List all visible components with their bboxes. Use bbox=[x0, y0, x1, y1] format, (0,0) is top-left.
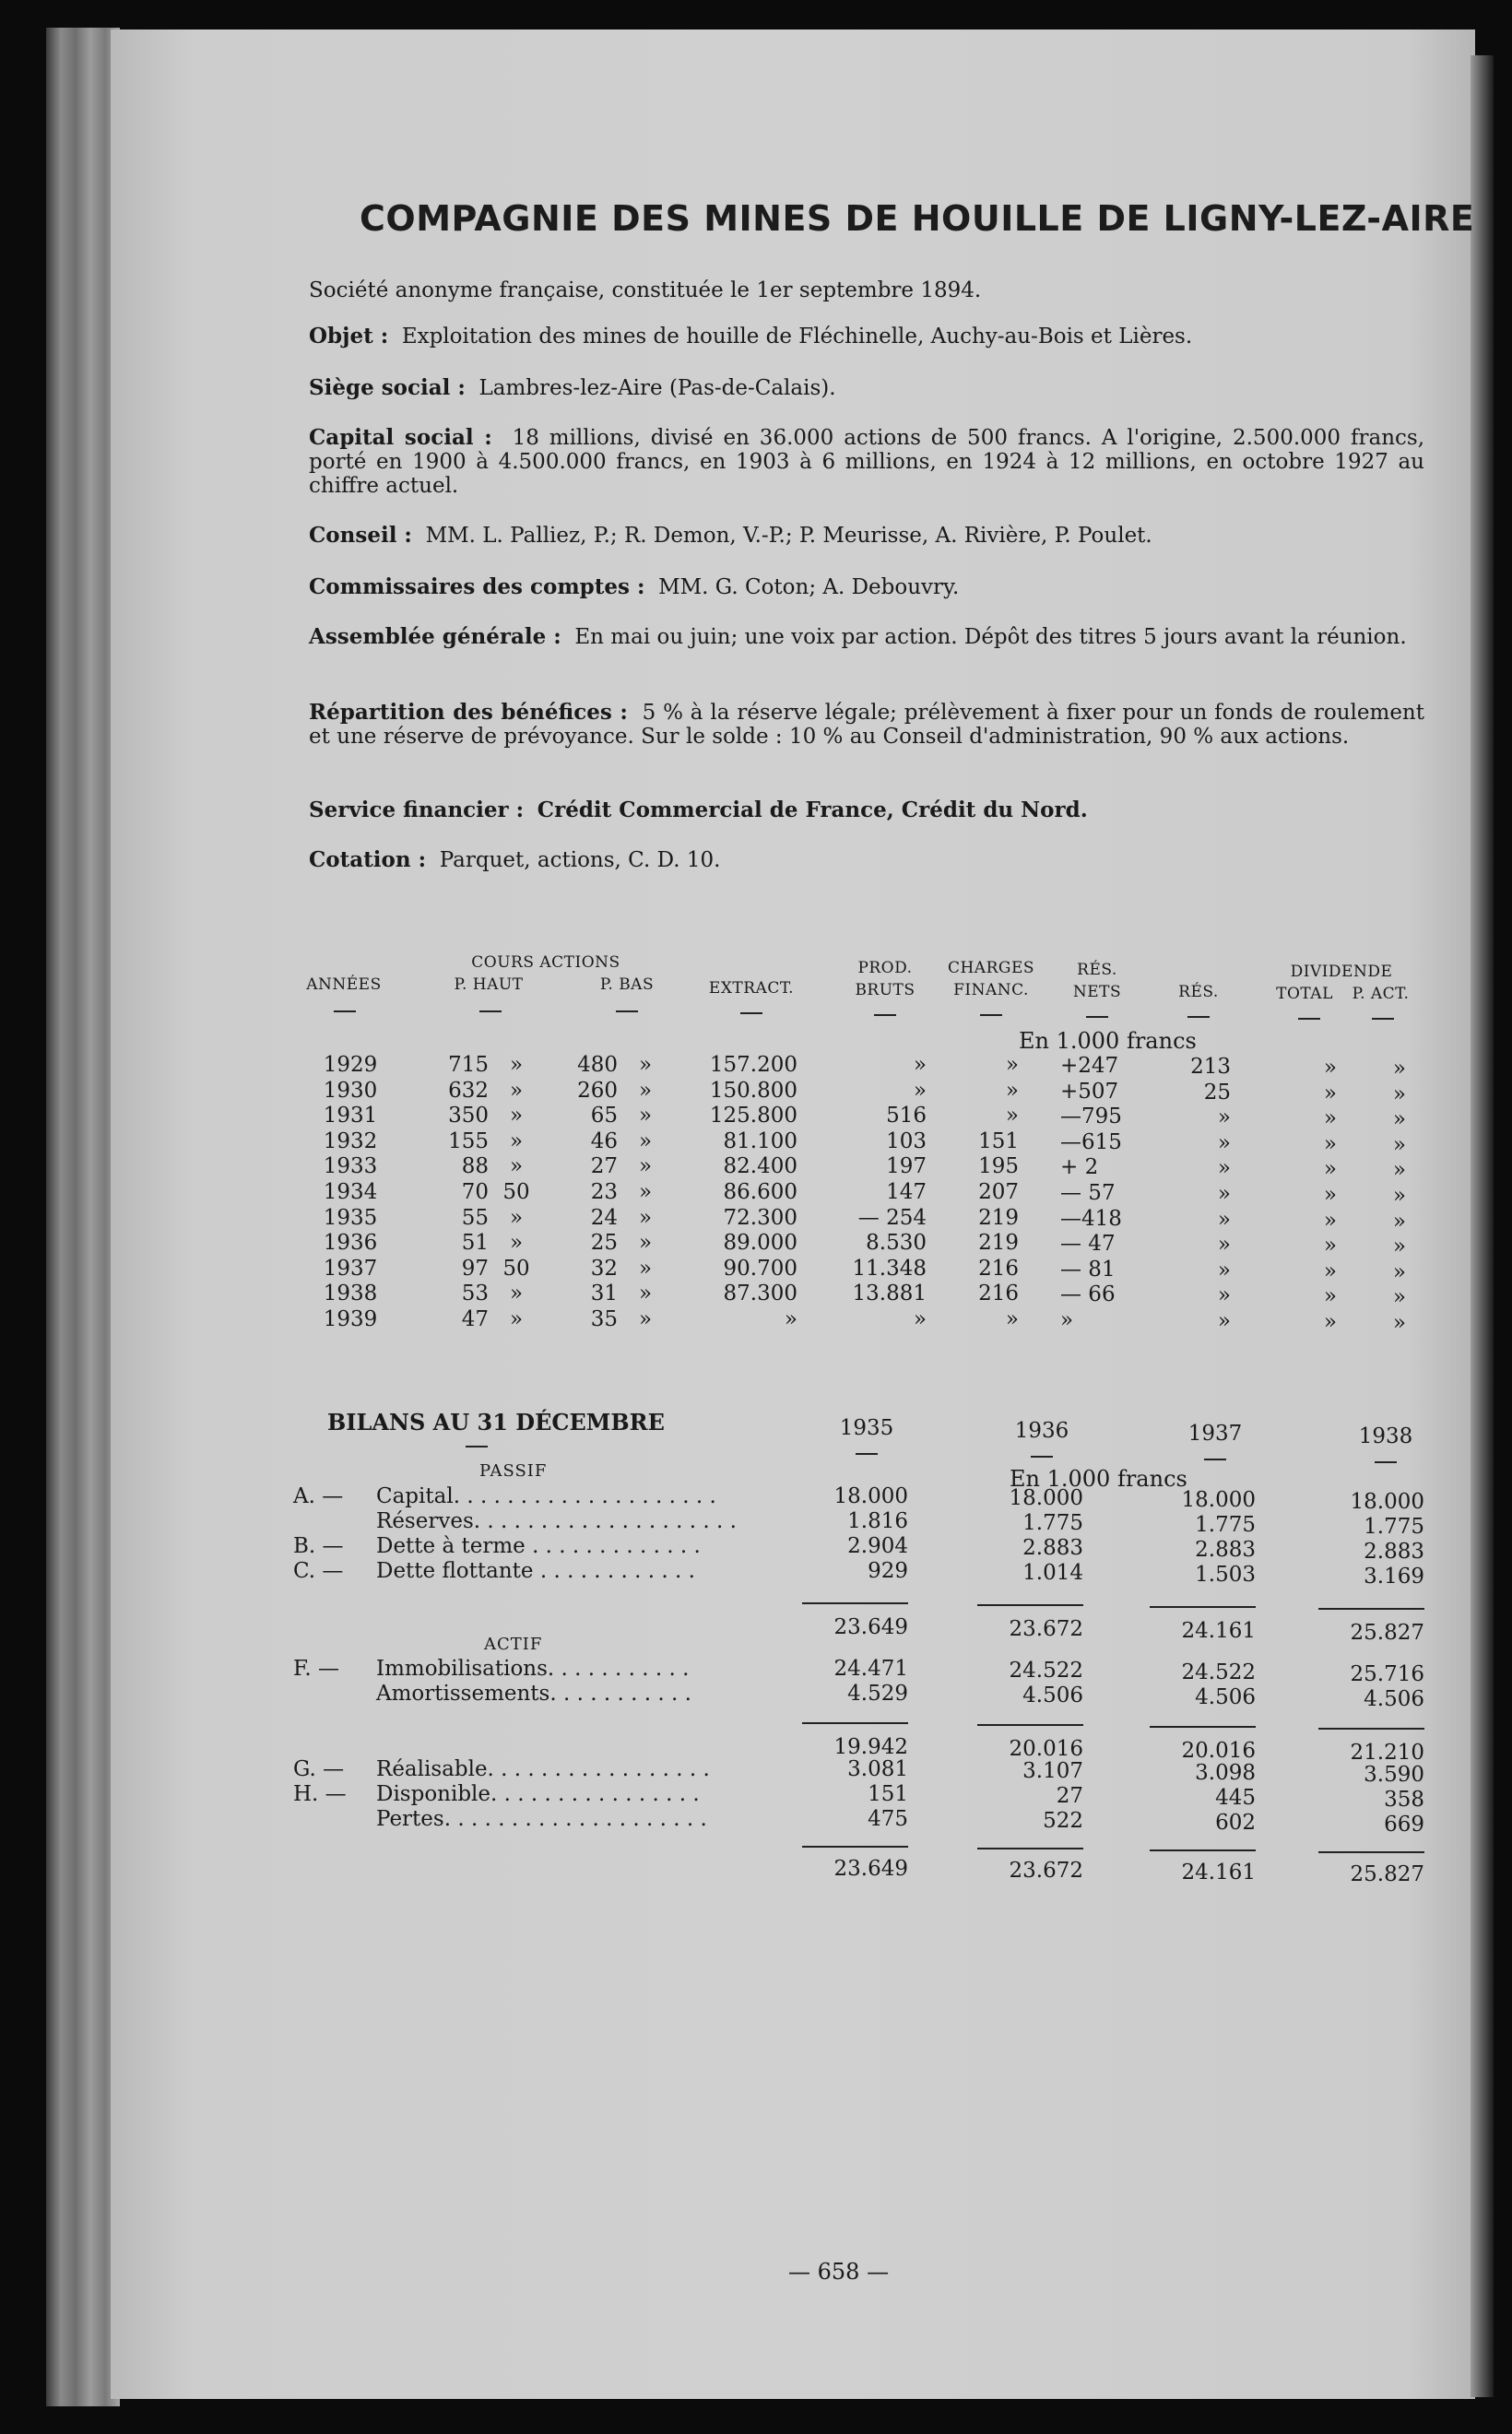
bilan-year-dash bbox=[1031, 1456, 1053, 1458]
bilan-row-label: Dette flottante . . . . . . . . . . . . bbox=[376, 1559, 695, 1583]
cell-pact: » bbox=[1392, 1235, 1406, 1258]
cell-bas-q: » bbox=[638, 1129, 653, 1153]
cell-extract: 72.300 bbox=[723, 1206, 797, 1230]
bilan-value: 151 bbox=[868, 1782, 908, 1806]
header-dash bbox=[980, 1014, 1002, 1016]
bilan-row-label: Immobilisations. . . . . . . . . . . bbox=[376, 1657, 690, 1681]
cell-haut: 715 bbox=[448, 1053, 489, 1077]
cell-total: » bbox=[1323, 1234, 1337, 1258]
header-dash bbox=[740, 1012, 762, 1014]
cell-prod: 8.530 bbox=[866, 1231, 927, 1255]
cell-extract: 87.300 bbox=[723, 1282, 797, 1306]
bilan-year-dash bbox=[1375, 1461, 1397, 1463]
assemblee-text: En mai ou juin; une voix par action. Dépôt des titres 5 jours avant la réunion. bbox=[574, 625, 1407, 649]
bilan-value: 2.883 bbox=[1364, 1540, 1424, 1564]
bilan-subtotal: 20.016 bbox=[1009, 1737, 1083, 1761]
bilan-value: 18.000 bbox=[833, 1484, 908, 1508]
cell-nets: +507 bbox=[1060, 1080, 1119, 1104]
sum-rule bbox=[802, 1846, 908, 1848]
conseil bbox=[309, 524, 1424, 548]
cell-charges: » bbox=[1005, 1053, 1019, 1077]
cell-charges: 216 bbox=[978, 1282, 1019, 1306]
header-cours-actions: COURS ACTIONS bbox=[471, 953, 620, 972]
sum-rule bbox=[977, 1724, 1083, 1726]
bilan-value: 1.816 bbox=[847, 1509, 908, 1533]
service-text: Crédit Commercial de France, Crédit du Nord. bbox=[537, 798, 1088, 822]
cell-pact: » bbox=[1392, 1057, 1406, 1081]
cell-annee: 1937 bbox=[323, 1257, 378, 1281]
header-p-bas: P. BAS bbox=[599, 975, 655, 994]
cell-bas-q: » bbox=[638, 1154, 653, 1178]
sum-rule bbox=[1150, 1726, 1256, 1728]
cell-bas-q: » bbox=[638, 1257, 653, 1281]
cell-charges: 216 bbox=[978, 1257, 1019, 1281]
bilan-row-label: Réalisable. . . . . . . . . . . . . . . . . bbox=[376, 1757, 710, 1781]
cell-bas: 24 bbox=[590, 1206, 618, 1230]
sum-rule bbox=[1150, 1606, 1256, 1608]
cell-haut: 632 bbox=[448, 1079, 489, 1103]
cell-haut-q: » bbox=[509, 1079, 524, 1103]
sum-rule bbox=[1318, 1728, 1424, 1730]
cell-haut-q: 50 bbox=[502, 1257, 530, 1281]
bilan-year-dash bbox=[856, 1453, 878, 1455]
bilan-year: 1935 bbox=[839, 1416, 894, 1440]
cell-haut-q: » bbox=[509, 1154, 524, 1178]
page-number: — 658 — bbox=[788, 2259, 890, 2285]
repartition bbox=[309, 701, 1424, 749]
bilan-value: 3.081 bbox=[847, 1757, 908, 1781]
sum-rule bbox=[977, 1848, 1083, 1849]
bilan-value: 4.506 bbox=[1022, 1684, 1083, 1707]
cell-extract: 125.800 bbox=[709, 1104, 797, 1128]
cell-prod: 197 bbox=[886, 1154, 927, 1178]
assemblee-label: Assemblée générale : bbox=[309, 624, 561, 649]
sum-rule bbox=[802, 1722, 908, 1724]
cell-bas: 35 bbox=[590, 1307, 618, 1331]
bilan-value: 3.590 bbox=[1364, 1763, 1424, 1787]
cell-annee: 1929 bbox=[323, 1053, 378, 1077]
bilan-row-label: Pertes. . . . . . . . . . . . . . . . . . . . bbox=[376, 1807, 707, 1831]
cell-charges: 151 bbox=[978, 1129, 1019, 1153]
siege-label: Siège social : bbox=[309, 375, 466, 400]
page-edge bbox=[1471, 55, 1494, 2397]
service-label: Service financier : bbox=[309, 798, 525, 822]
page-title: COMPAGNIE DES MINES DE HOUILLE DE LIGNY-LEZ-AIRE bbox=[360, 198, 1475, 239]
bilan-value: 475 bbox=[868, 1807, 908, 1831]
bilan-total: 24.161 bbox=[1181, 1861, 1256, 1885]
bilan-year-dash bbox=[1204, 1459, 1226, 1460]
cell-pact: » bbox=[1392, 1311, 1406, 1335]
bilan-value: 4.506 bbox=[1364, 1687, 1424, 1711]
bilan-row-prefix: B. — bbox=[293, 1534, 344, 1558]
cell-haut-q: » bbox=[509, 1104, 524, 1128]
objet bbox=[309, 325, 1424, 349]
bilan-value: 3.098 bbox=[1195, 1761, 1256, 1785]
cell-charges: 207 bbox=[978, 1180, 1019, 1204]
cell-haut: 88 bbox=[461, 1154, 489, 1178]
capital bbox=[309, 426, 1424, 498]
cell-annee: 1931 bbox=[323, 1104, 378, 1128]
cell-prod: » bbox=[913, 1307, 927, 1331]
cell-haut-q: » bbox=[509, 1231, 524, 1255]
header-dash bbox=[1187, 1016, 1210, 1018]
cell-pact: » bbox=[1392, 1082, 1406, 1106]
cell-annee: 1930 bbox=[323, 1079, 378, 1103]
cell-extract: 81.100 bbox=[723, 1129, 797, 1153]
header-res2: RÉS. bbox=[1178, 983, 1219, 1001]
cell-haut: 53 bbox=[461, 1282, 489, 1306]
cell-extract: 150.800 bbox=[709, 1079, 797, 1103]
cell-total: » bbox=[1323, 1132, 1337, 1156]
sum-rule bbox=[1150, 1849, 1256, 1851]
cell-total: » bbox=[1323, 1157, 1337, 1181]
bilan-value: 1.014 bbox=[1022, 1561, 1083, 1585]
bilan-value: 2.883 bbox=[1195, 1538, 1256, 1562]
cell-prod: 13.881 bbox=[852, 1282, 927, 1306]
cell-prod: 11.348 bbox=[852, 1257, 927, 1281]
bilan-value: 4.529 bbox=[847, 1682, 908, 1706]
header-extract: EXTRACT. bbox=[708, 979, 795, 998]
cell-annee: 1934 bbox=[323, 1180, 378, 1204]
bilan-value: 2.904 bbox=[847, 1534, 908, 1558]
bilan-value: 1.775 bbox=[1195, 1513, 1256, 1537]
cell-res: » bbox=[1217, 1233, 1231, 1257]
siege-text: Lambres-lez-Aire (Pas-de-Calais). bbox=[478, 376, 836, 400]
bilan-subtotal: 19.942 bbox=[833, 1735, 908, 1759]
bilan-value: 27 bbox=[1056, 1784, 1083, 1808]
bilan-total: 24.161 bbox=[1181, 1619, 1256, 1643]
cell-annee: 1938 bbox=[323, 1282, 378, 1306]
cell-charges: 195 bbox=[978, 1154, 1019, 1178]
bilan-value: 522 bbox=[1043, 1809, 1083, 1833]
cell-res: 213 bbox=[1190, 1055, 1231, 1079]
cotation bbox=[309, 848, 1424, 872]
cell-nets: » bbox=[1060, 1308, 1074, 1332]
cell-total: » bbox=[1323, 1284, 1337, 1308]
sum-rule bbox=[1318, 1851, 1424, 1853]
bilan-row-prefix: F. — bbox=[293, 1657, 339, 1681]
cell-prod: 103 bbox=[886, 1129, 927, 1153]
cell-annee: 1935 bbox=[323, 1206, 378, 1230]
bilan-total: 23.672 bbox=[1009, 1617, 1083, 1641]
bilan-value: 24.471 bbox=[833, 1657, 908, 1681]
bilan-value: 3.169 bbox=[1364, 1565, 1424, 1589]
bilan-row-label: Capital. . . . . . . . . . . . . . . . . . . . bbox=[376, 1484, 716, 1508]
sum-rule bbox=[1318, 1608, 1424, 1610]
cell-pact: » bbox=[1392, 1210, 1406, 1234]
bilan-total: 23.649 bbox=[833, 1615, 908, 1639]
capital-label: Capital social : bbox=[309, 425, 492, 450]
header-dash bbox=[874, 1014, 896, 1016]
cell-res: » bbox=[1217, 1156, 1231, 1180]
cell-extract: 86.600 bbox=[723, 1180, 797, 1204]
cell-res: » bbox=[1217, 1131, 1231, 1155]
cell-nets: +247 bbox=[1060, 1054, 1119, 1078]
header-dash bbox=[1298, 1018, 1320, 1020]
bilan-total: 25.827 bbox=[1350, 1621, 1424, 1645]
bilan-total: 23.649 bbox=[833, 1857, 908, 1881]
cotation-label: Cotation : bbox=[309, 847, 427, 872]
bilan-subtotal: 21.210 bbox=[1350, 1741, 1424, 1765]
cell-haut: 155 bbox=[448, 1129, 489, 1153]
bilans-title-dash bbox=[466, 1446, 488, 1447]
bilan-row-label: Disponible. . . . . . . . . . . . . . . . bbox=[376, 1782, 700, 1806]
header-dash bbox=[1086, 1016, 1108, 1018]
cell-res: » bbox=[1217, 1283, 1231, 1307]
cell-haut-q: » bbox=[509, 1053, 524, 1077]
sum-rule bbox=[977, 1604, 1083, 1606]
bilan-value: 1.775 bbox=[1364, 1515, 1424, 1539]
cell-extract: 89.000 bbox=[723, 1231, 797, 1255]
bilan-row-prefix: A. — bbox=[293, 1484, 344, 1508]
bilan-value: 24.522 bbox=[1009, 1659, 1083, 1683]
cell-nets: —615 bbox=[1060, 1130, 1122, 1154]
header-dash bbox=[1372, 1018, 1394, 1020]
cell-bas: 25 bbox=[590, 1231, 618, 1255]
assemblee bbox=[309, 625, 1424, 649]
cell-total: » bbox=[1323, 1209, 1337, 1233]
cell-bas: 23 bbox=[590, 1180, 618, 1204]
bilan-value: 24.522 bbox=[1181, 1660, 1256, 1684]
cell-prod: 147 bbox=[886, 1180, 927, 1204]
cell-bas-q: » bbox=[638, 1053, 653, 1077]
objet-text: Exploitation des mines de houille de Fléchinelle, Auchy-au-Bois et Lières. bbox=[401, 325, 1193, 349]
cell-bas-q: » bbox=[638, 1282, 653, 1306]
cell-haut-q: » bbox=[509, 1282, 524, 1306]
cell-total: » bbox=[1323, 1056, 1337, 1080]
cell-res: » bbox=[1217, 1182, 1231, 1206]
header-dividende: DIVIDENDE bbox=[1290, 963, 1393, 981]
bilan-value: 18.000 bbox=[1181, 1488, 1256, 1512]
bilan-value: 669 bbox=[1384, 1813, 1424, 1837]
bilan-row-label: Dette à terme . . . . . . . . . . . . . bbox=[376, 1534, 701, 1558]
header-dash bbox=[616, 1010, 638, 1012]
cell-bas-q: » bbox=[638, 1206, 653, 1230]
cell-haut: 97 bbox=[461, 1257, 489, 1281]
cell-charges: » bbox=[1005, 1104, 1019, 1128]
bilan-value: 18.000 bbox=[1350, 1490, 1424, 1514]
bilan-value: 2.883 bbox=[1022, 1536, 1083, 1560]
cell-nets: — 66 bbox=[1060, 1282, 1116, 1306]
bilan-value: 3.107 bbox=[1022, 1759, 1083, 1783]
bilan-value: 4.506 bbox=[1195, 1685, 1256, 1709]
bilan-value: 602 bbox=[1215, 1811, 1256, 1835]
bilan-total: 25.827 bbox=[1350, 1862, 1424, 1886]
cell-res: » bbox=[1217, 1309, 1231, 1333]
cell-total: » bbox=[1323, 1183, 1337, 1207]
cell-bas-q: » bbox=[638, 1307, 653, 1331]
cell-annee: 1932 bbox=[323, 1129, 378, 1153]
cell-prod: » bbox=[913, 1053, 927, 1077]
cell-bas-q: » bbox=[638, 1180, 653, 1204]
cell-total: » bbox=[1323, 1310, 1337, 1334]
cell-pact: » bbox=[1392, 1158, 1406, 1182]
bilan-row-label: Réserves. . . . . . . . . . . . . . . . . . . . bbox=[376, 1509, 737, 1533]
cell-nets: —418 bbox=[1060, 1207, 1122, 1231]
cell-charges: » bbox=[1005, 1307, 1019, 1331]
bilan-row-label: Amortissements. . . . . . . . . . . bbox=[376, 1682, 691, 1706]
cell-nets: — 81 bbox=[1060, 1258, 1116, 1282]
bilan-year: 1937 bbox=[1187, 1422, 1243, 1446]
cell-haut-q: » bbox=[509, 1307, 524, 1331]
bilans-title: BILANS AU 31 DÉCEMBRE bbox=[327, 1409, 665, 1436]
header-dash bbox=[334, 1010, 356, 1012]
cell-extract: 157.200 bbox=[709, 1053, 797, 1077]
cell-bas: 260 bbox=[577, 1079, 618, 1103]
cell-bas: 32 bbox=[590, 1257, 618, 1281]
book-spine bbox=[46, 28, 120, 2406]
header-prod: PROD. bbox=[857, 959, 913, 977]
cell-annee: 1939 bbox=[323, 1307, 378, 1331]
bilan-subtotal: 20.016 bbox=[1181, 1739, 1256, 1763]
cell-bas: 31 bbox=[590, 1282, 618, 1306]
header-nets: NETS bbox=[1072, 983, 1122, 1001]
cell-annee: 1936 bbox=[323, 1231, 378, 1255]
header-charges: CHARGES bbox=[947, 959, 1035, 977]
bilan-value: 25.716 bbox=[1350, 1662, 1424, 1686]
cell-pact: » bbox=[1392, 1260, 1406, 1284]
cell-res: » bbox=[1217, 1258, 1231, 1282]
cell-pact: » bbox=[1392, 1133, 1406, 1157]
cell-haut-q: » bbox=[509, 1129, 524, 1153]
commissaires-text: MM. G. Coton; A. Debouvry. bbox=[658, 575, 960, 599]
cell-bas-q: » bbox=[638, 1104, 653, 1128]
cell-extract: 82.400 bbox=[723, 1154, 797, 1178]
cell-haut: 51 bbox=[461, 1231, 489, 1255]
header-res: RÉS. bbox=[1077, 961, 1117, 979]
cell-charges: 219 bbox=[978, 1231, 1019, 1255]
cell-pact: » bbox=[1392, 1184, 1406, 1208]
header-total: TOTAL bbox=[1276, 985, 1333, 1003]
bilan-row-prefix: G. — bbox=[293, 1757, 345, 1781]
cell-nets: —795 bbox=[1060, 1105, 1122, 1128]
cell-total: » bbox=[1323, 1106, 1337, 1130]
cell-annee: 1933 bbox=[323, 1154, 378, 1178]
cell-nets: + 2 bbox=[1060, 1155, 1099, 1179]
bilan-value: 1.503 bbox=[1195, 1563, 1256, 1587]
cell-haut: 350 bbox=[448, 1104, 489, 1128]
cell-haut-q: » bbox=[509, 1206, 524, 1230]
cell-bas: 46 bbox=[590, 1129, 618, 1153]
bilan-row-prefix: H. — bbox=[293, 1782, 347, 1806]
cell-prod: — 254 bbox=[857, 1206, 927, 1230]
cell-res: 25 bbox=[1203, 1081, 1231, 1105]
unit-label: En 1.000 francs bbox=[1019, 1028, 1197, 1054]
intro-line: Société anonyme française, constituée le 1er septembre 1894. bbox=[309, 278, 982, 302]
cell-bas: 480 bbox=[577, 1053, 618, 1077]
cell-bas: 27 bbox=[590, 1154, 618, 1178]
cell-haut: 70 bbox=[461, 1180, 489, 1204]
repartition-label: Répartition des bénéfices : bbox=[309, 700, 628, 725]
cell-charges: » bbox=[1005, 1079, 1019, 1103]
conseil-text: MM. L. Palliez, P.; R. Demon, V.-P.; P. Meurisse, A. Rivière, P. Poulet. bbox=[425, 524, 1152, 548]
cell-pact: » bbox=[1392, 1285, 1406, 1309]
cell-extract: 90.700 bbox=[723, 1257, 797, 1281]
bilan-value: 18.000 bbox=[1009, 1486, 1083, 1510]
service bbox=[309, 798, 1424, 822]
bilan-value: 445 bbox=[1215, 1786, 1256, 1810]
sum-rule bbox=[802, 1602, 908, 1604]
cell-pact: » bbox=[1392, 1107, 1406, 1131]
bilan-year: 1936 bbox=[1014, 1419, 1069, 1443]
bilans-unit: En 1.000 francs bbox=[1010, 1466, 1187, 1492]
cell-bas-q: » bbox=[638, 1079, 653, 1103]
cotation-text: Parquet, actions, C. D. 10. bbox=[439, 848, 721, 872]
cell-total: » bbox=[1323, 1259, 1337, 1283]
header-p-haut: P. HAUT bbox=[454, 975, 524, 994]
bilan-year: 1938 bbox=[1358, 1424, 1413, 1448]
repartition-text: 5 % à la réserve légale; prélèvement à fixer pour un fonds de roulement et une réserve de prévoyance. Sur le solde : 10 % au Conseil d'administration, 90 % aux actions. bbox=[309, 701, 1424, 749]
capital-text: 18 millions, divisé en 36.000 actions de 500 francs. A l'origine, 2.500.000 francs, porté en 1900 à 4.500.000 francs, en 1903 à 6 millions, en 1924 à 12 millions, en octobre 1927 au chiffre actuel. bbox=[309, 426, 1424, 498]
cell-res: » bbox=[1217, 1208, 1231, 1232]
actif-label: ACTIF bbox=[484, 1635, 543, 1654]
commissaires bbox=[309, 575, 1424, 599]
cell-nets: — 47 bbox=[1060, 1232, 1116, 1256]
cell-charges: 219 bbox=[978, 1206, 1019, 1230]
cell-haut-q: 50 bbox=[502, 1180, 530, 1204]
cell-bas: 65 bbox=[590, 1104, 618, 1128]
bilan-row-prefix: C. — bbox=[293, 1559, 344, 1583]
bilan-total: 23.672 bbox=[1009, 1859, 1083, 1883]
cell-nets: — 57 bbox=[1060, 1181, 1116, 1205]
header-dash bbox=[479, 1010, 502, 1012]
bilan-value: 929 bbox=[868, 1559, 908, 1583]
header-bruts: BRUTS bbox=[855, 981, 915, 999]
cell-total: » bbox=[1323, 1081, 1337, 1105]
commissaires-label: Commissaires des comptes : bbox=[309, 574, 645, 599]
cell-res: » bbox=[1217, 1105, 1231, 1129]
passif-label: PASSIF bbox=[479, 1461, 548, 1481]
header-annees: ANNÉES bbox=[306, 975, 382, 994]
cell-extract: » bbox=[784, 1307, 797, 1331]
cell-haut: 55 bbox=[461, 1206, 489, 1230]
cell-prod: 516 bbox=[886, 1104, 927, 1128]
cell-haut: 47 bbox=[461, 1307, 489, 1331]
header-p-act: P. ACT. bbox=[1352, 985, 1410, 1003]
conseil-label: Conseil : bbox=[309, 523, 412, 548]
bilan-value: 1.775 bbox=[1022, 1511, 1083, 1535]
header-financ: FINANC. bbox=[953, 981, 1029, 999]
siege bbox=[309, 376, 1424, 400]
objet-label: Objet : bbox=[309, 324, 389, 349]
cell-bas-q: » bbox=[638, 1231, 653, 1255]
bilan-value: 358 bbox=[1384, 1788, 1424, 1812]
cell-prod: » bbox=[913, 1079, 927, 1103]
